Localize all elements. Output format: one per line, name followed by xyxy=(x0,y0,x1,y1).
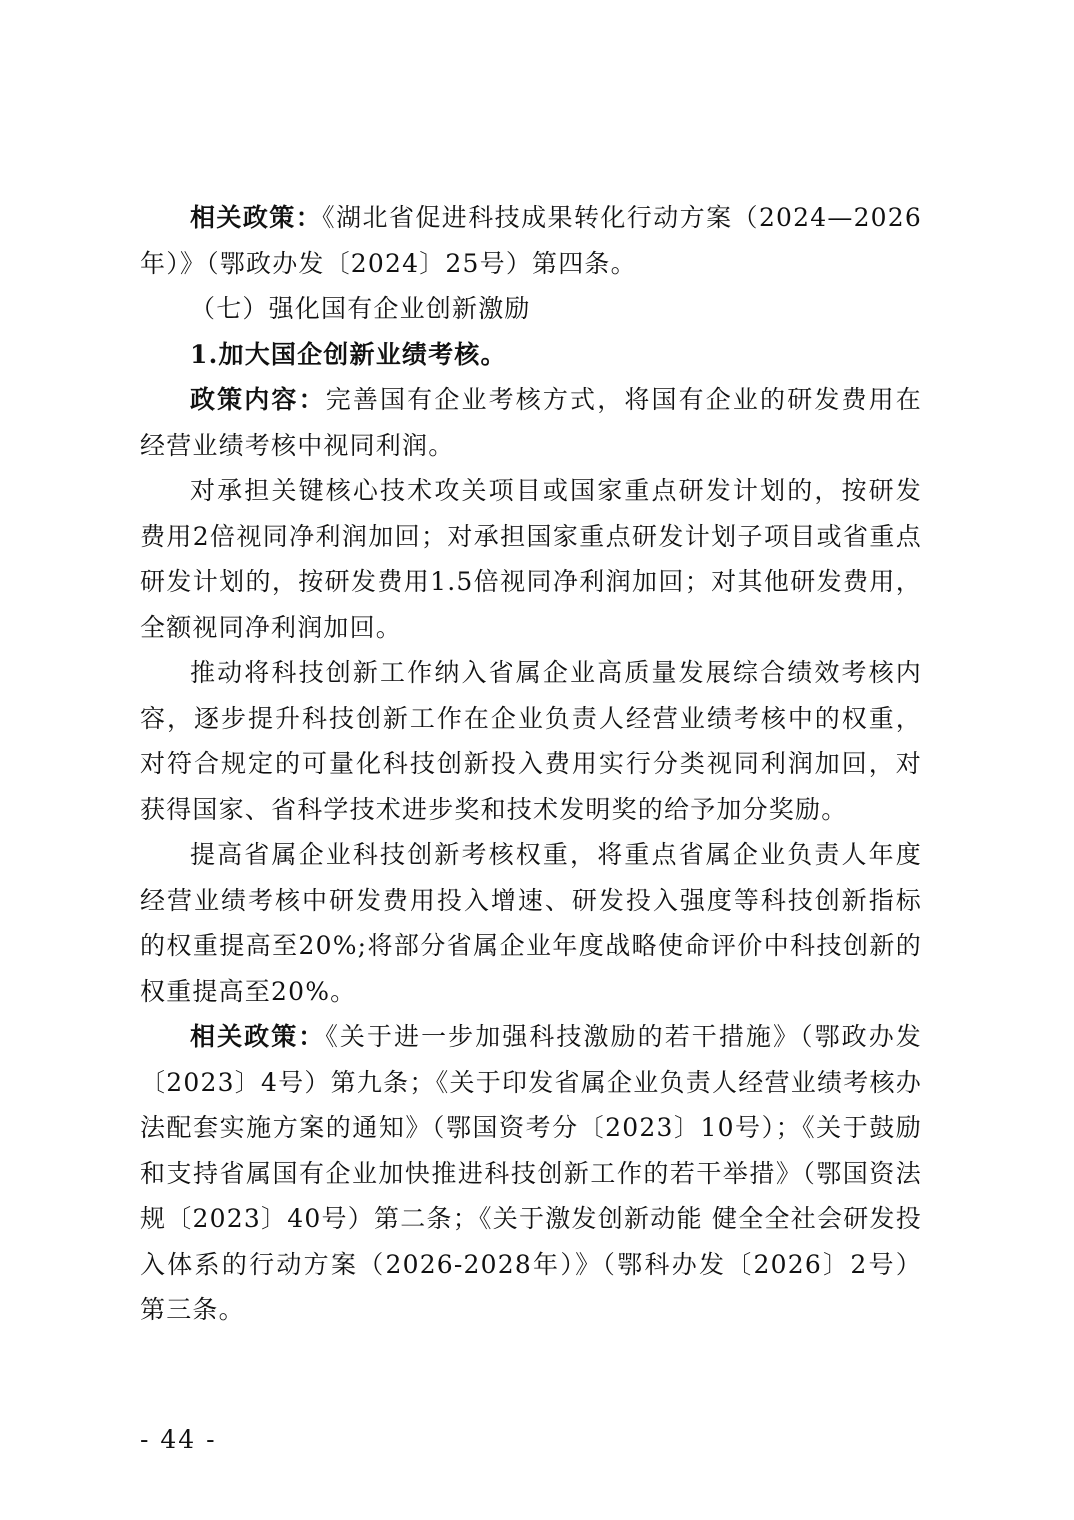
related-policy-label-2: 相关政策： xyxy=(190,1022,326,1051)
related-policy-text-1: 《湖北省促进科技成果转化行动方案（2024—2026年）》（鄂政办发〔2024〕25号）第四条。 xyxy=(140,203,922,278)
policy-content-paragraph xyxy=(140,377,922,468)
subsection-heading: 1.加大国企创新业绩考核。 xyxy=(190,339,507,369)
policy-content-text: 完善国有企业考核方式，将国有企业的研发费用在经营业绩考核中视同利润。 xyxy=(140,385,922,460)
policy-content-label: 政策内容： xyxy=(190,385,326,414)
page-number: - 44 - xyxy=(140,1425,217,1454)
related-policy-paragraph-1 xyxy=(140,195,922,286)
section-heading: （七）强化国有企业创新激励 xyxy=(190,294,531,323)
body-paragraph-1: 对承担关键核心技术攻关项目或国家重点研发计划的，按研发费用2倍视同净利润加回；对承担国家重点研发计划子项目或省重点研发计划的，按研发费用1.5倍视同净利润加回；对其他研发费用，全额视同净利润加回。 xyxy=(140,476,922,642)
related-policy-label-1: 相关政策： xyxy=(190,203,323,232)
body-paragraph-2: 推动将科技创新工作纳入省属企业高质量发展综合绩效考核内容，逐步提升科技创新工作在企业负责人经营业绩考核中的权重，对符合规定的可量化科技创新投入费用实行分类视同利润加回，对获得国家、省科学技术进步奖和技术发明奖的给予加分奖励。 xyxy=(140,658,922,824)
page-body xyxy=(140,195,922,1333)
related-policy-text-2: 《关于进一步加强科技激励的若干措施》（鄂政办发〔2023〕4号）第九条；《关于印发省属企业负责人经营业绩考核办法配套实施方案的通知》（鄂国资考分〔2023〕10号）；《关于鼓励和支持省属国有企业加快推进科技创新工作的若干举措》（鄂国资法规〔2023〕40号）第二条；《关于激发创新动能 健全全社会研发投入体系的行动方案（2026-2028年）》（鄂科办发〔2026〕2号）第三条。 xyxy=(140,1022,922,1324)
body-paragraph-3: 提高省属企业科技创新考核权重，将重点省属企业负责人年度经营业绩考核中研发费用投入增速、研发投入强度等科技创新指标的权重提高至20%;将部分省属企业年度战略使命评价中科技创新的权重提高至20%。 xyxy=(140,840,922,1006)
related-policy-paragraph-2 xyxy=(140,1014,922,1333)
